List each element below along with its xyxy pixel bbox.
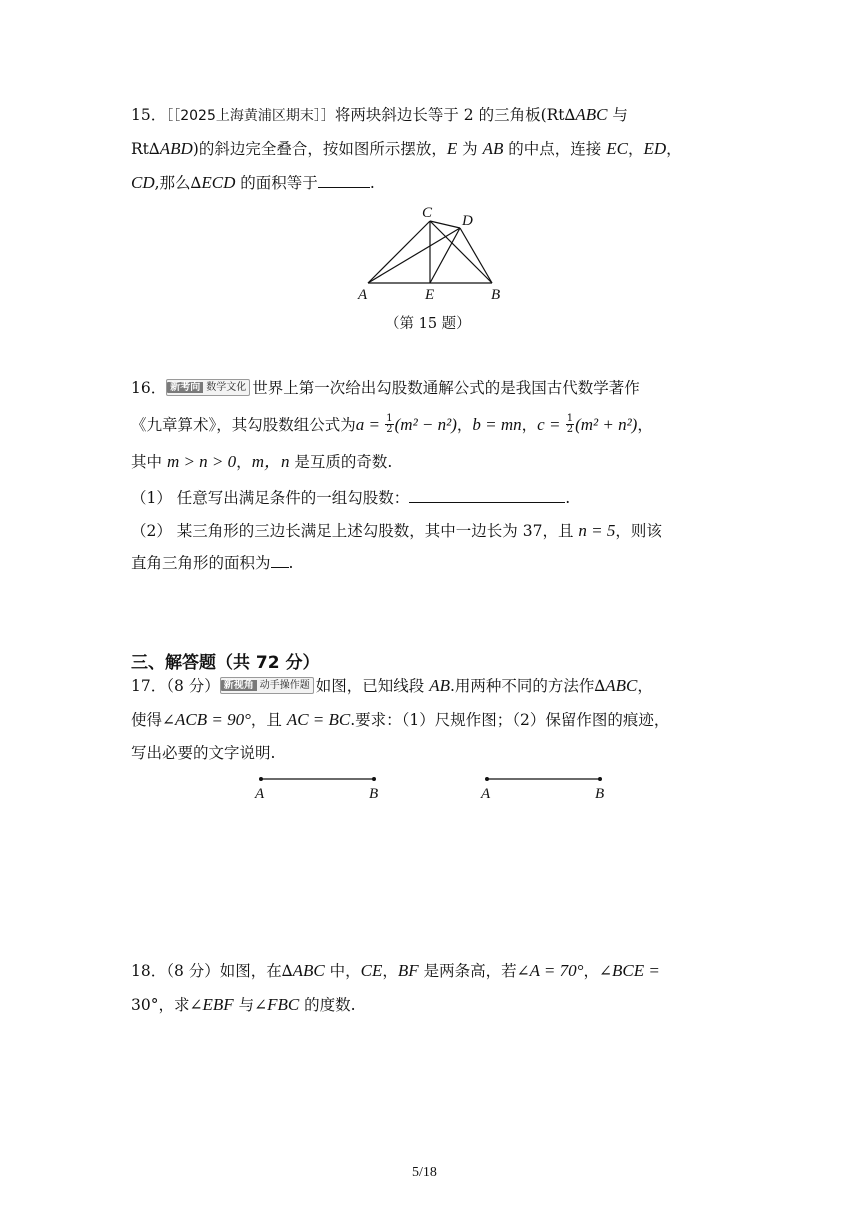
fraction-half: $\frac{1}{2}$ xyxy=(566,412,574,435)
q17-number: 17． xyxy=(131,677,167,695)
q15-triangle-figure xyxy=(352,203,512,303)
q16-number: 16． xyxy=(131,379,167,397)
answer-blank xyxy=(318,173,370,188)
q17-line-2: 使得∠ACB = 90°，且 AC = BC.要求：（1）尺规作图；（2）保留作图的痕迹， xyxy=(131,710,670,729)
label-b: B xyxy=(595,786,605,802)
label-d: D xyxy=(462,213,473,229)
q18-line-2: 30°，求∠EBF 与∠FBC 的度数. xyxy=(131,995,356,1014)
q16-line-3: 其中 m > n > 0，m，n 是互质的奇数. xyxy=(131,452,393,471)
label-c: C xyxy=(422,205,433,221)
q18-line-1: 18．（8 分）如图，在∆ABC 中，CE，BF 是两条高，若∠A = 70°，∠BCE = xyxy=(131,961,660,980)
q17-tag: 新视角 动手操作题 xyxy=(220,677,314,694)
q16-part-1: （1） 任意写出满足条件的一组勾股数： . xyxy=(131,489,571,507)
q15-line-1: 15．［［2025上海黄浦区期末］］将两块斜边长等于 2 的三角板(Rt∆ABC 与 xyxy=(131,105,628,124)
q16-tag: 新考向 数学文化 xyxy=(166,379,250,396)
answer-blank xyxy=(409,488,565,503)
fraction-half: $\frac{1}{2}$ xyxy=(386,412,393,435)
q16-part-2-line-2: 直角三角形的面积为 . xyxy=(131,554,294,572)
q15-line-2: Rt∆ABD)的斜边完全叠合，按如图所示摆放，E 为 AB 的中点，连接 EC，ED， xyxy=(131,139,682,158)
q15-source: ［［2025上海黄浦区期末］］ xyxy=(166,108,335,124)
segment-cd xyxy=(430,221,460,228)
figure-caption: （第 15 题） xyxy=(385,316,471,332)
section-heading: 三、解答题（共 72 分） xyxy=(131,653,320,673)
label-b: B xyxy=(369,786,379,802)
label-b: B xyxy=(491,287,501,303)
label-a: A xyxy=(255,786,265,802)
q15-number: 15． xyxy=(131,106,167,124)
q17-line-3: 写出必要的文字说明. xyxy=(131,744,276,762)
q16-line-2: 《九章算术》，其勾股数组公式为a = $\frac{1}{2}$ (m² − n²)，b = mn，c = $\frac{1}{2}$ (m² + n²)， xyxy=(131,412,653,435)
answer-blank xyxy=(271,553,289,568)
q18-number: 18． xyxy=(131,962,167,980)
q17-line-1: 17．（8 分） 新视角 动手操作题 如图，已知线段 AB.用两种不同的方法作∆ABC， xyxy=(131,676,653,695)
q16-line-1: 16． 新考向 数学文化 世界上第一次给出勾股数通解公式的是我国古代数学著作 xyxy=(131,379,640,397)
page-number: 5/18 xyxy=(412,1165,437,1180)
label-e: E xyxy=(425,287,435,303)
q17-segment-figure-2 xyxy=(476,770,616,806)
q16-part-2: （2） 某三角形的三边长满足上述勾股数，其中一边长为 37，且 n = 5，则该 xyxy=(131,521,662,540)
q17-segment-figure-1 xyxy=(250,770,390,806)
label-a: A xyxy=(481,786,491,802)
label-a: A xyxy=(358,287,368,303)
q15-line-3: CD,那么∆ECD 的面积等于 . xyxy=(131,173,375,192)
